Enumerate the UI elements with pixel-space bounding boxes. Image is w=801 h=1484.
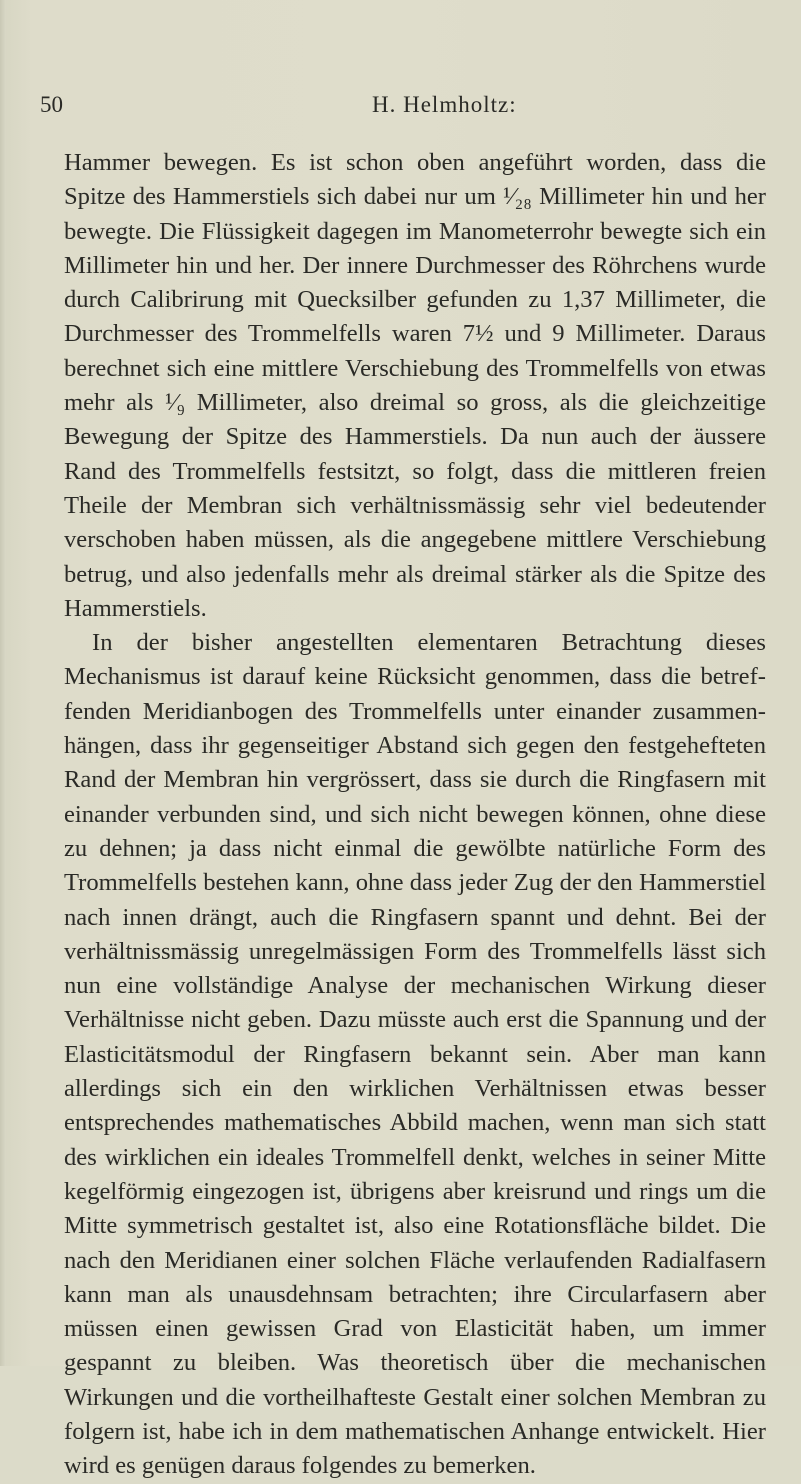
running-head: H. Helmholtz: bbox=[372, 92, 517, 117]
paragraph-2: In der bisher angestellten elementaren Betrachtung dieses Mechanismus ist darauf keine Rücksicht genommen, dass die betreffenden Meridianbogen des Trommelfells unter einander zusammenhängen, dass ihr gegenseitiger Abstand sich gegen den festgehefteten Rand der Membran hin vergrössert, dass sie durch die Ringfasern mit einander verbunden sind, und sich nicht bewegen können, ohne diese zu dehnen; ja dass nicht einmal die gewölbte natürliche Form des Trommelfells bestehen kann, ohne dass jeder Zug der den Hammerstiel nach innen drängt, auch die Ringfasern spannt und dehnt. Bei der verhältnissmässig unregelmässigen Form des Trommelfells lässt sich nun eine vollständige Analyse der mechanischen Wirkung dieser Verhältnisse nicht geben. Dazu müsste auch erst die Spannung und der Elasticitätsmodul der Ringfasern bekannt sein. Aber man kann allerdings sich ein den wirklichen Verhältnissen etwas besser entsprechendes mathematisches Abbild machen, wenn man sich statt des wirklichen ein ideales Trommelfell denkt, welches in seiner Mitte kegelförmig eingezogen ist, übrigens aber kreisrund und rings um die Mitte symmetrisch gestaltet ist, also eine Rotationsfläche bildet. Die nach den Meridianen einer solchen Fläche verlaufenden Radialfasern kann man als unausdehnsam betrachten; ihre Circularfasern aber müssen einen gewissen Grad von Elasticität haben, um immer gespannt zu bleiben. Was theoretisch über die mechanischen Wirkungen und die vortheilhafteste Gestalt einer solchen Membran zu folgern ist, habe ich in dem mathematischen Anhange entwickelt. Hier wird es genügen daraus folgendes zu bemerken. bbox=[64, 629, 766, 1480]
paragraph-1: Hammer bewegen. Es ist schon oben angeführt worden, dass die Spitze des Hammerstiels sich dabei nur um ¹⁄₂₈ Millimeter hin und her bewegte. Die Flüssigkeit dagegen im Manometerrohr bewegte sich ein Millimeter hin und her. Der innere Durchmesser des Röhrchens wurde durch Calibrirung mit Quecksilber gefunden zu 1,37 Millimeter, die Durchmesser des Trommelfells waren 7½ und 9 Millimeter. Daraus berechnet sich eine mittlere Verschiebung des Trommelfells von etwas mehr als ¹⁄₉ Millimeter, also dreimal so gross, als die gleichzeitige Bewegung der Spitze des Hammerstiels. Da nun auch der äussere Rand des Trommelfells festsitzt, so folgt, dass die mittleren freien Theile der Membran sich verhältnissmässig sehr viel bedeutender verschoben haben müssen, als die angegebene mittlere Verschiebung betrug, und also jedenfalls mehr als dreimal stärker als die Spitze des Hammerstiels. bbox=[64, 149, 766, 622]
body-text bbox=[64, 146, 766, 1484]
page-gutter-edge bbox=[0, 0, 6, 1366]
page-number: 50 bbox=[40, 92, 63, 117]
page-header bbox=[40, 92, 760, 128]
